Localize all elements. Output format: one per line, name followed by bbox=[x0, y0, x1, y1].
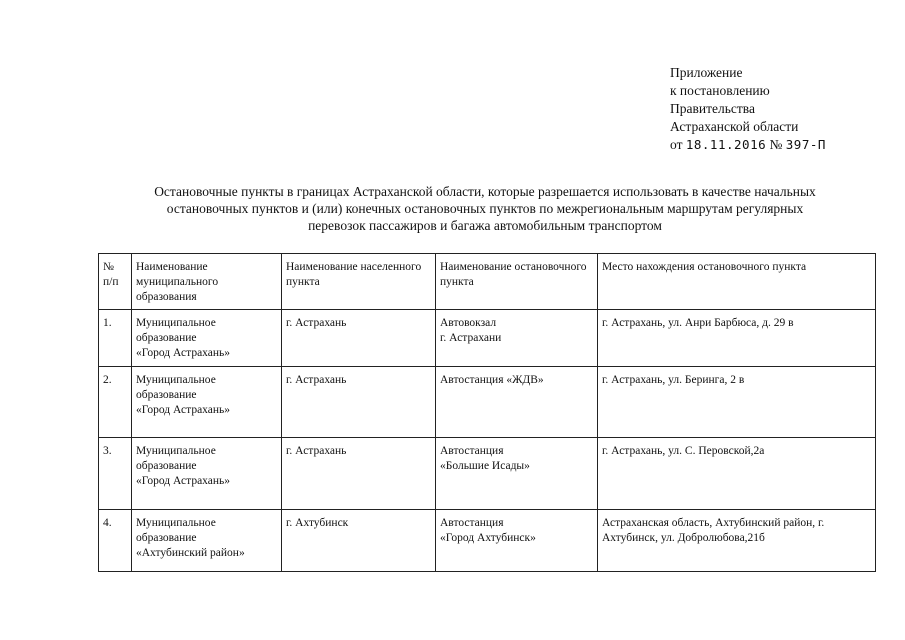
row-municipality bbox=[132, 438, 282, 510]
bus-stops-table bbox=[98, 253, 876, 572]
stop-line: Автостанция bbox=[440, 517, 504, 529]
header-settlement: Наименование населенного пункта bbox=[282, 254, 436, 310]
stop-line: «Город Ахтубинск» bbox=[440, 532, 536, 544]
row-location: Астраханская область, Ахтубинский район, г. Ахтубинск, ул. Добролюбова,21б bbox=[598, 510, 876, 572]
municipality-line: «Ахтубинский район» bbox=[136, 547, 245, 559]
appendix-date-line bbox=[670, 136, 826, 154]
municipality-line: образование bbox=[136, 332, 197, 344]
municipality-line: «Город Астрахань» bbox=[136, 404, 231, 416]
appendix-line-3: Правительства bbox=[670, 101, 755, 116]
row-number: 2. bbox=[99, 367, 132, 438]
stop-line: Автостанция «ЖДВ» bbox=[440, 374, 544, 386]
row-municipality bbox=[132, 310, 282, 367]
municipality-line: «Город Астрахань» bbox=[136, 347, 231, 359]
appendix-block bbox=[670, 64, 826, 154]
municipality-line: Муниципальное bbox=[136, 517, 216, 529]
row-settlement: г. Астрахань bbox=[282, 310, 436, 367]
row-number: 3. bbox=[99, 438, 132, 510]
row-settlement: г. Астрахань bbox=[282, 367, 436, 438]
stop-line: Автовокзал bbox=[440, 317, 497, 329]
row-stop bbox=[436, 367, 598, 438]
date-prefix: от bbox=[670, 137, 683, 152]
row-stop bbox=[436, 510, 598, 572]
title-line-2: остановочных пунктов и (или) конечных остановочных пунктов по межрегиональным маршрутам регулярных bbox=[166, 201, 804, 216]
row-municipality bbox=[132, 510, 282, 572]
row-stop bbox=[436, 438, 598, 510]
row-settlement: г. Ахтубинск bbox=[282, 510, 436, 572]
header-number-pp: п/п bbox=[103, 276, 119, 288]
row-settlement: г. Астрахань bbox=[282, 438, 436, 510]
title-line-1: Остановочные пункты в границах Астраханской области, которые разрешается использовать в качестве начальных bbox=[154, 184, 816, 199]
stop-line: Автостанция bbox=[440, 445, 504, 457]
stop-line: г. Астрахани bbox=[440, 332, 502, 344]
decree-date: 18.11.2016 bbox=[685, 137, 767, 152]
table-row bbox=[99, 510, 876, 572]
header-location: Место нахождения остановочного пункта bbox=[598, 254, 876, 310]
row-stop bbox=[436, 310, 598, 367]
row-number: 1. bbox=[99, 310, 132, 367]
municipality-line: Муниципальное bbox=[136, 317, 216, 329]
municipality-line: образование bbox=[136, 460, 197, 472]
stop-line: «Большие Исады» bbox=[440, 460, 530, 472]
table-header-row bbox=[99, 254, 876, 310]
title-line-3: перевозок пассажиров и багажа автомобильным транспортом bbox=[308, 218, 662, 233]
municipality-line: «Город Астрахань» bbox=[136, 475, 231, 487]
appendix-line-1: Приложение bbox=[670, 65, 743, 80]
header-number bbox=[99, 254, 132, 310]
row-location: г. Астрахань, ул. С. Перовской,2а bbox=[598, 438, 876, 510]
municipality-line: образование bbox=[136, 532, 197, 544]
appendix-line-2: к постановлению bbox=[670, 83, 770, 98]
municipality-line: Муниципальное bbox=[136, 374, 216, 386]
row-location: г. Астрахань, ул. Анри Барбюса, д. 29 в bbox=[598, 310, 876, 367]
table-row bbox=[99, 367, 876, 438]
decree-number: 397-П bbox=[785, 137, 826, 152]
row-location: г. Астрахань, ул. Беринга, 2 в bbox=[598, 367, 876, 438]
row-municipality bbox=[132, 367, 282, 438]
header-stop: Наименование остановочного пункта bbox=[436, 254, 598, 310]
appendix-line-4: Астраханской области bbox=[670, 119, 799, 134]
row-number: 4. bbox=[99, 510, 132, 572]
number-prefix: № bbox=[769, 137, 783, 152]
table-row bbox=[99, 310, 876, 367]
document-title bbox=[100, 183, 870, 234]
municipality-line: Муниципальное bbox=[136, 445, 216, 457]
header-municipality: Наименование муниципального образования bbox=[132, 254, 282, 310]
table-row bbox=[99, 438, 876, 510]
header-number-sign: № bbox=[103, 261, 114, 273]
municipality-line: образование bbox=[136, 389, 197, 401]
